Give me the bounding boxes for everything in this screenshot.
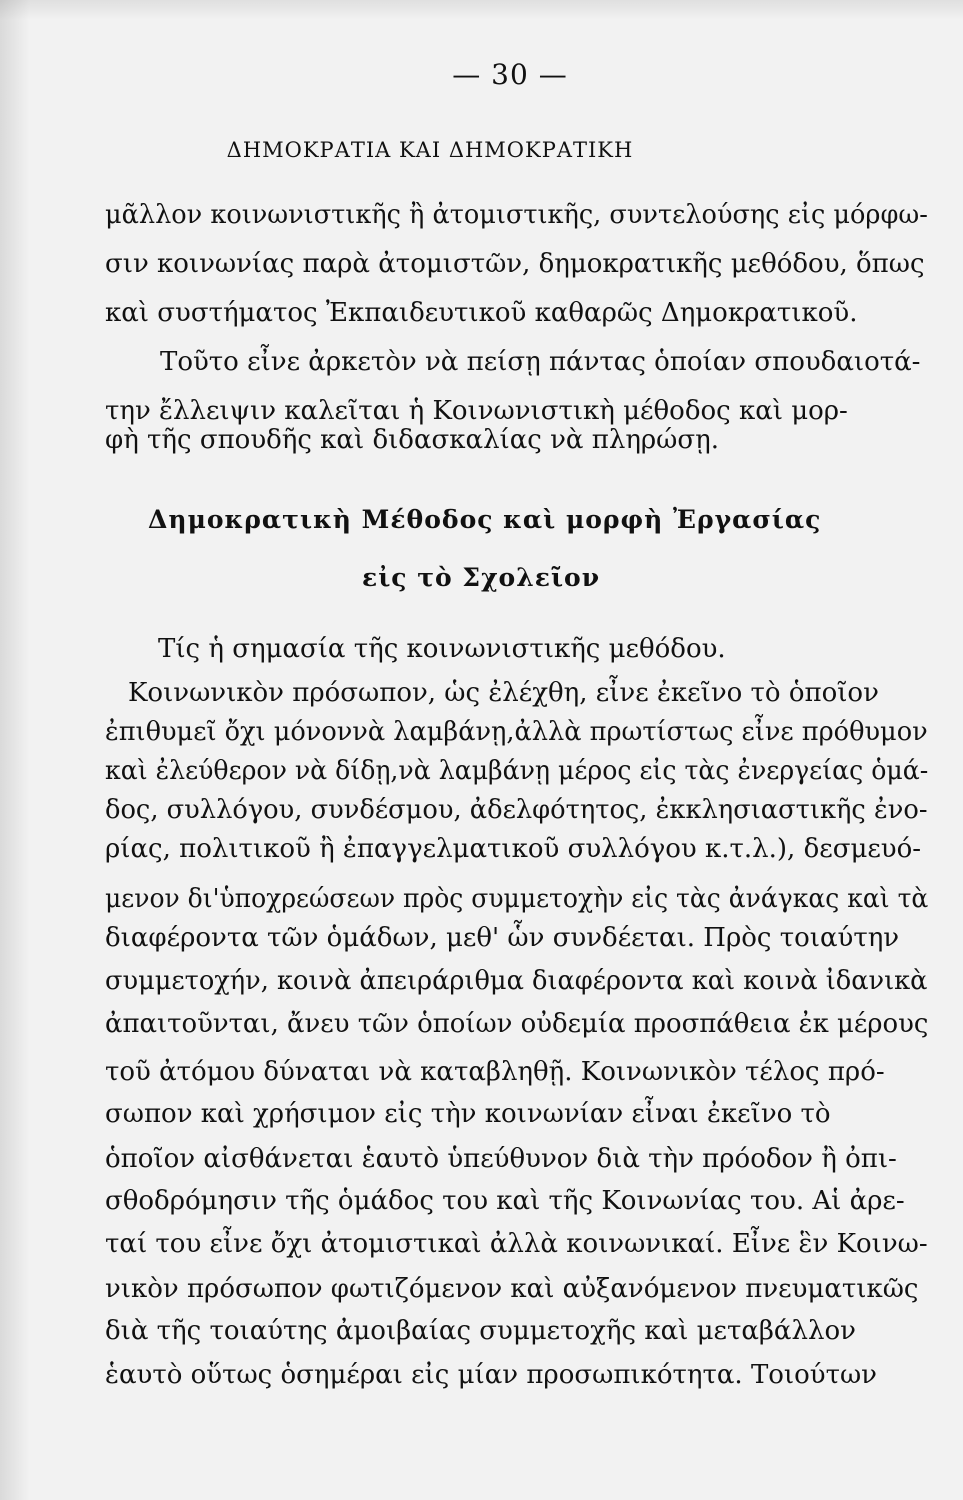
text-line: διαφέροντα τῶν ὁμάδων, μεθ' ὧν συνδέεται. Πρὸς τοιαύτην [105,923,900,953]
text-line: ρίας, πολιτικοῦ ἢ ἐπαγγελματικοῦ συλλόγου κ.τ.λ.), δεσμευό- [105,834,922,864]
text-line: ὁποῖον αἰσθάνεται ἑαυτὸ ὑπεύθυνον διὰ τὴν πρόοδον ἢ ὀπι- [105,1144,897,1174]
text-line: σωπον καὶ χρήσιμον εἰς τὴν κοινωνίαν εἶναι ἐκεῖνο τὸ [105,1099,831,1129]
text-line: τοῦ ἀτόμου δύναται νὰ καταβληθῇ. Κοινωνικὸν τέλος πρό- [105,1057,885,1087]
section-heading-line-2: εἰς τὸ Σχολεῖον [362,563,601,592]
text-line: σθοδρόμησιν τῆς ὁμάδος του καὶ τῆς Κοινωνίας του. Αἱ ἀρε- [105,1186,905,1216]
text-line: Κοινωνικὸν πρόσωπον, ὡς ἐλέχθη, εἶνε ἐκεῖνο τὸ ὁποῖον [128,678,879,708]
text-line: συμμετοχήν, κοινὰ ἀπειράριθμα διαφέροντα καὶ κοινὰ ἰδανικὰ [105,966,928,996]
text-line: μενον δι'ὑποχρεώσεων πρὸς συμμετοχὴν εἰς τὰς ἀνάγκας καὶ τὰ [105,884,929,914]
text-line: μᾶλλον κοινωνιστικῆς ἢ ἀτομιστικῆς, συντελούσης εἰς μόρφω- [105,200,928,230]
text-line: καὶ ἐλεύθερον νὰ δίδῃ,νὰ λαμβάνῃ μέρος εἰς τὰς ἐνεργείας ὁμά- [105,756,929,786]
page-top-shadow [0,0,963,20]
text-line: ἐπιθυμεῖ ὄχι μόνοννὰ λαμβάνῃ,ἀλλὰ πρωτίστως εἶνε πρόθυμον [105,717,928,747]
text-line: ταί του εἶνε ὄχι ἀτομιστικαὶ ἀλλὰ κοινωνικαί. Εἶνε ἓν Κοινω- [105,1229,928,1259]
text-line: καὶ συστήματος Ἐκπαιδευτικοῦ καθαρῶς Δημοκρατικοῦ. [105,298,858,328]
running-head: ΔΗΜΟΚΡΑΤΙΑ ΚΑΙ ΔΗΜΟΚΡΑΤΙΚΗ [226,138,634,162]
page-edge-shadow [0,0,30,1500]
section-heading-line-1: Δημοκρατικὴ Μέθοδος καὶ μορφὴ Ἐργασίας [148,505,822,534]
text-line: Τοῦτο εἶνε ἀρκετὸν νὰ πείσῃ πάντας ὁποίαν σπουδαιοτά- [160,347,921,377]
text-line: ἑαυτὸ οὕτως ὁσημέραι εἰς μίαν προσωπικότητα. Τοιούτων [105,1360,877,1390]
text-line: φὴ τῆς σπουδῆς καὶ διδασκαλίας νὰ πληρώσῃ. [105,425,719,455]
text-line: ἀπαιτοῦνται, ἄνευ τῶν ὁποίων οὐδεμία προσπάθεια ἐκ μέρους [105,1009,929,1039]
text-line: νικὸν πρόσωπον φωτιζόμενον καὶ αὐξανόμενον πνευματικῶς [105,1274,919,1304]
page-number: — 30 — [452,58,568,91]
text-line: δος, συλλόγου, συνδέσμου, ἀδελφότητος, ἐκκλησιαστικῆς ἐνο- [105,795,928,825]
text-line: την ἔλλειψιν καλεῖται ἡ Κοινωνιστικὴ μέθοδος καὶ μορ- [105,396,848,426]
question-line: Τίς ἡ σημασία τῆς κοινωνιστικῆς μεθόδου. [158,634,726,664]
text-line: σιν κοινωνίας παρὰ ἀτομιστῶν, δημοκρατικῆς μεθόδου, ὅπως [105,249,925,279]
text-line: διὰ τῆς τοιαύτης ἀμοιβαίας συμμετοχῆς καὶ μεταβάλλον [105,1316,856,1346]
